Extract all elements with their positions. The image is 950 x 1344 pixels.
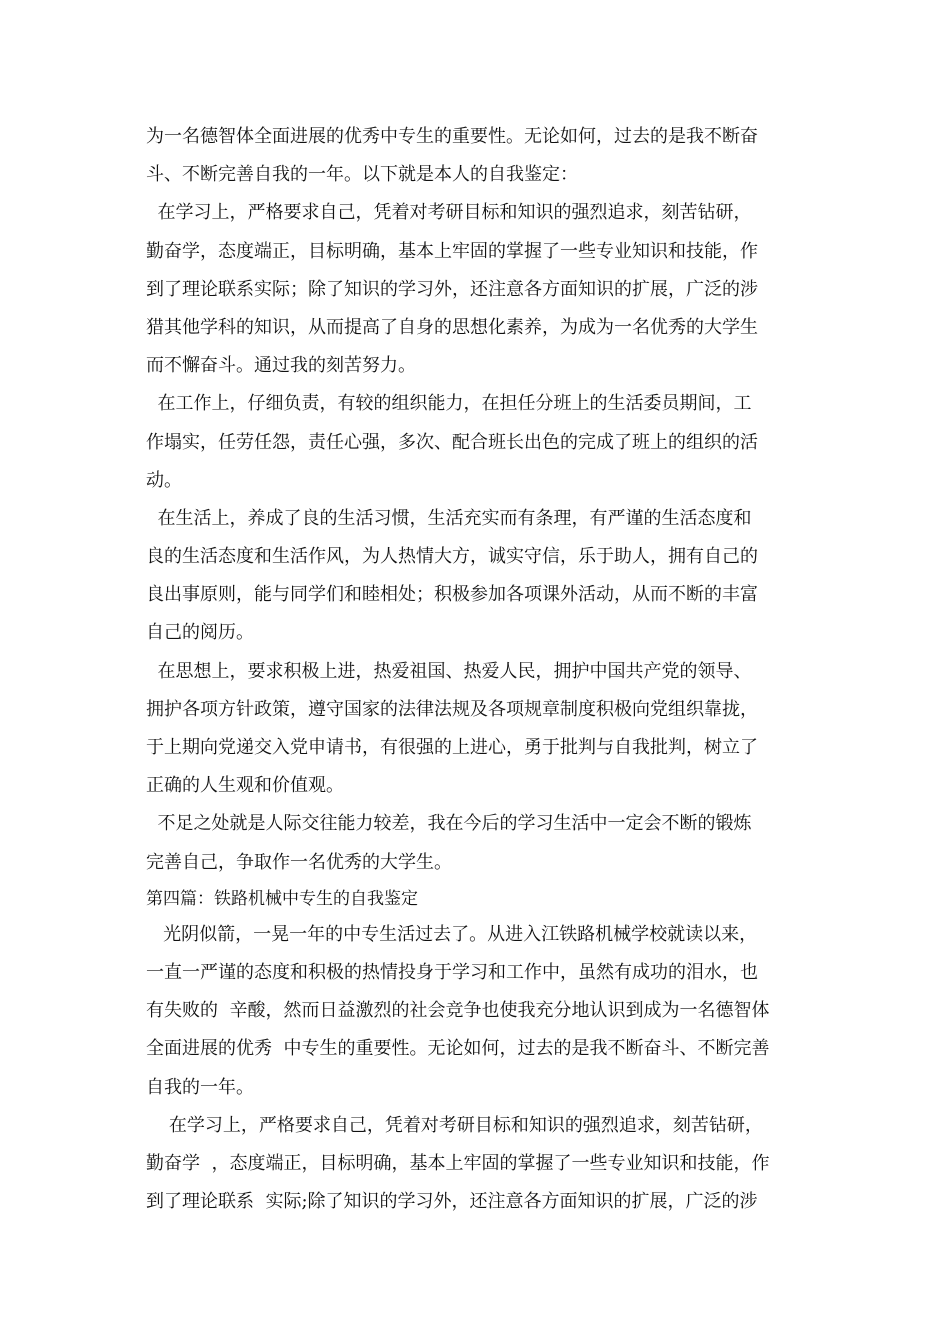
text-line: 动。	[146, 469, 182, 491]
text-line: 在思想上，要求积极上进，热爱祖国、热爱人民，拥护中国共产党的领导、	[146, 660, 752, 682]
text-line: 正确的人生观和价值观。	[146, 775, 344, 797]
text-line: 作塌实，任劳任怨，责任心强，多次、配合班长出色的完成了班上的组织的活	[146, 431, 758, 453]
text-line: 完善自己，争取作一名优秀的大学生。	[146, 851, 452, 873]
document-body	[146, 118, 806, 1221]
text-line: 良出事原则，能与同学们和睦相处；积极参加各项课外活动，从而不断的丰富	[146, 584, 758, 606]
text-line: 到了理论联系实际；除了知识的学习外，还注意各方面知识的扩展，广泛的涉	[146, 278, 758, 300]
text-line: 良的生活态度和生活作风，为人热情大方，诚实守信，乐于助人，拥有自己的	[146, 546, 758, 568]
text-line: 自己的阅历。	[146, 622, 254, 644]
text-line: 一直一严谨的态度和积极的热情投身于学习和工作中，虽然有成功的泪水，也	[146, 961, 758, 983]
text-line: 不足之处就是人际交往能力较差，我在今后的学习生活中一定会不断的锻炼	[146, 813, 752, 835]
section-heading: 第四篇：铁路机械中专生的自我鉴定	[146, 888, 418, 909]
text-line: 在学习上，严格要求自己，凭着对考研目标和知识的强烈追求，刻苦钻研，	[146, 1114, 763, 1136]
text-line: 斗、不断完善自我的一年。以下就是本人的自我鉴定：	[146, 164, 578, 186]
text-line: 勤奋学，态度端正，目标明确，基本上牢固的掌握了一些专业知识和技能，作	[146, 240, 758, 262]
text-line: 在工作上，仔细负责，有较的组织能力，在担任分班上的生活委员期间，工	[146, 393, 752, 415]
text-line: 自我的一年。	[146, 1076, 254, 1098]
text-line: 而不懈奋斗。通过我的刻苦努力。	[146, 355, 416, 377]
text-line: 到了理论联系 实际;除了知识的学习外，还注意各方面知识的扩展，广泛的涉	[146, 1191, 758, 1213]
text-line: 拥护各项方针政策，遵守国家的法律法规及各项规章制度积极向党组织靠拢，	[146, 698, 758, 720]
text-line: 勤奋学 ，态度端正，目标明确，基本上牢固的掌握了一些专业知识和技能，作	[146, 1152, 770, 1174]
text-line: 为一名德智体全面进展的优秀中专生的重要性。无论如何，过去的是我不断奋	[146, 126, 758, 147]
text-line: 光阴似箭，一晃一年的中专生活过去了。从进入江铁路机械学校就读以来，	[146, 923, 758, 945]
text-line: 猎其他学科的知识，从而提高了自身的思想化素养，为成为一名优秀的大学生	[146, 316, 758, 338]
text-line: 有失败的 辛酸，然而日益激烈的社会竞争也使我充分地认识到成为一名德智体	[146, 1000, 770, 1022]
text-line: 于上期向党递交入党申请书，有很强的上进心，勇于批判与自我批判，树立了	[146, 737, 758, 758]
text-line: 在生活上，养成了良的生活习惯，生活充实而有条理，有严谨的生活态度和	[146, 507, 752, 529]
text-line: 全面进展的优秀 中专生的重要性。无论如何，过去的是我不断奋斗、不断完善	[146, 1038, 770, 1060]
text-line: 在学习上，严格要求自己，凭着对考研目标和知识的强烈追求，刻苦钻研，	[146, 202, 752, 224]
